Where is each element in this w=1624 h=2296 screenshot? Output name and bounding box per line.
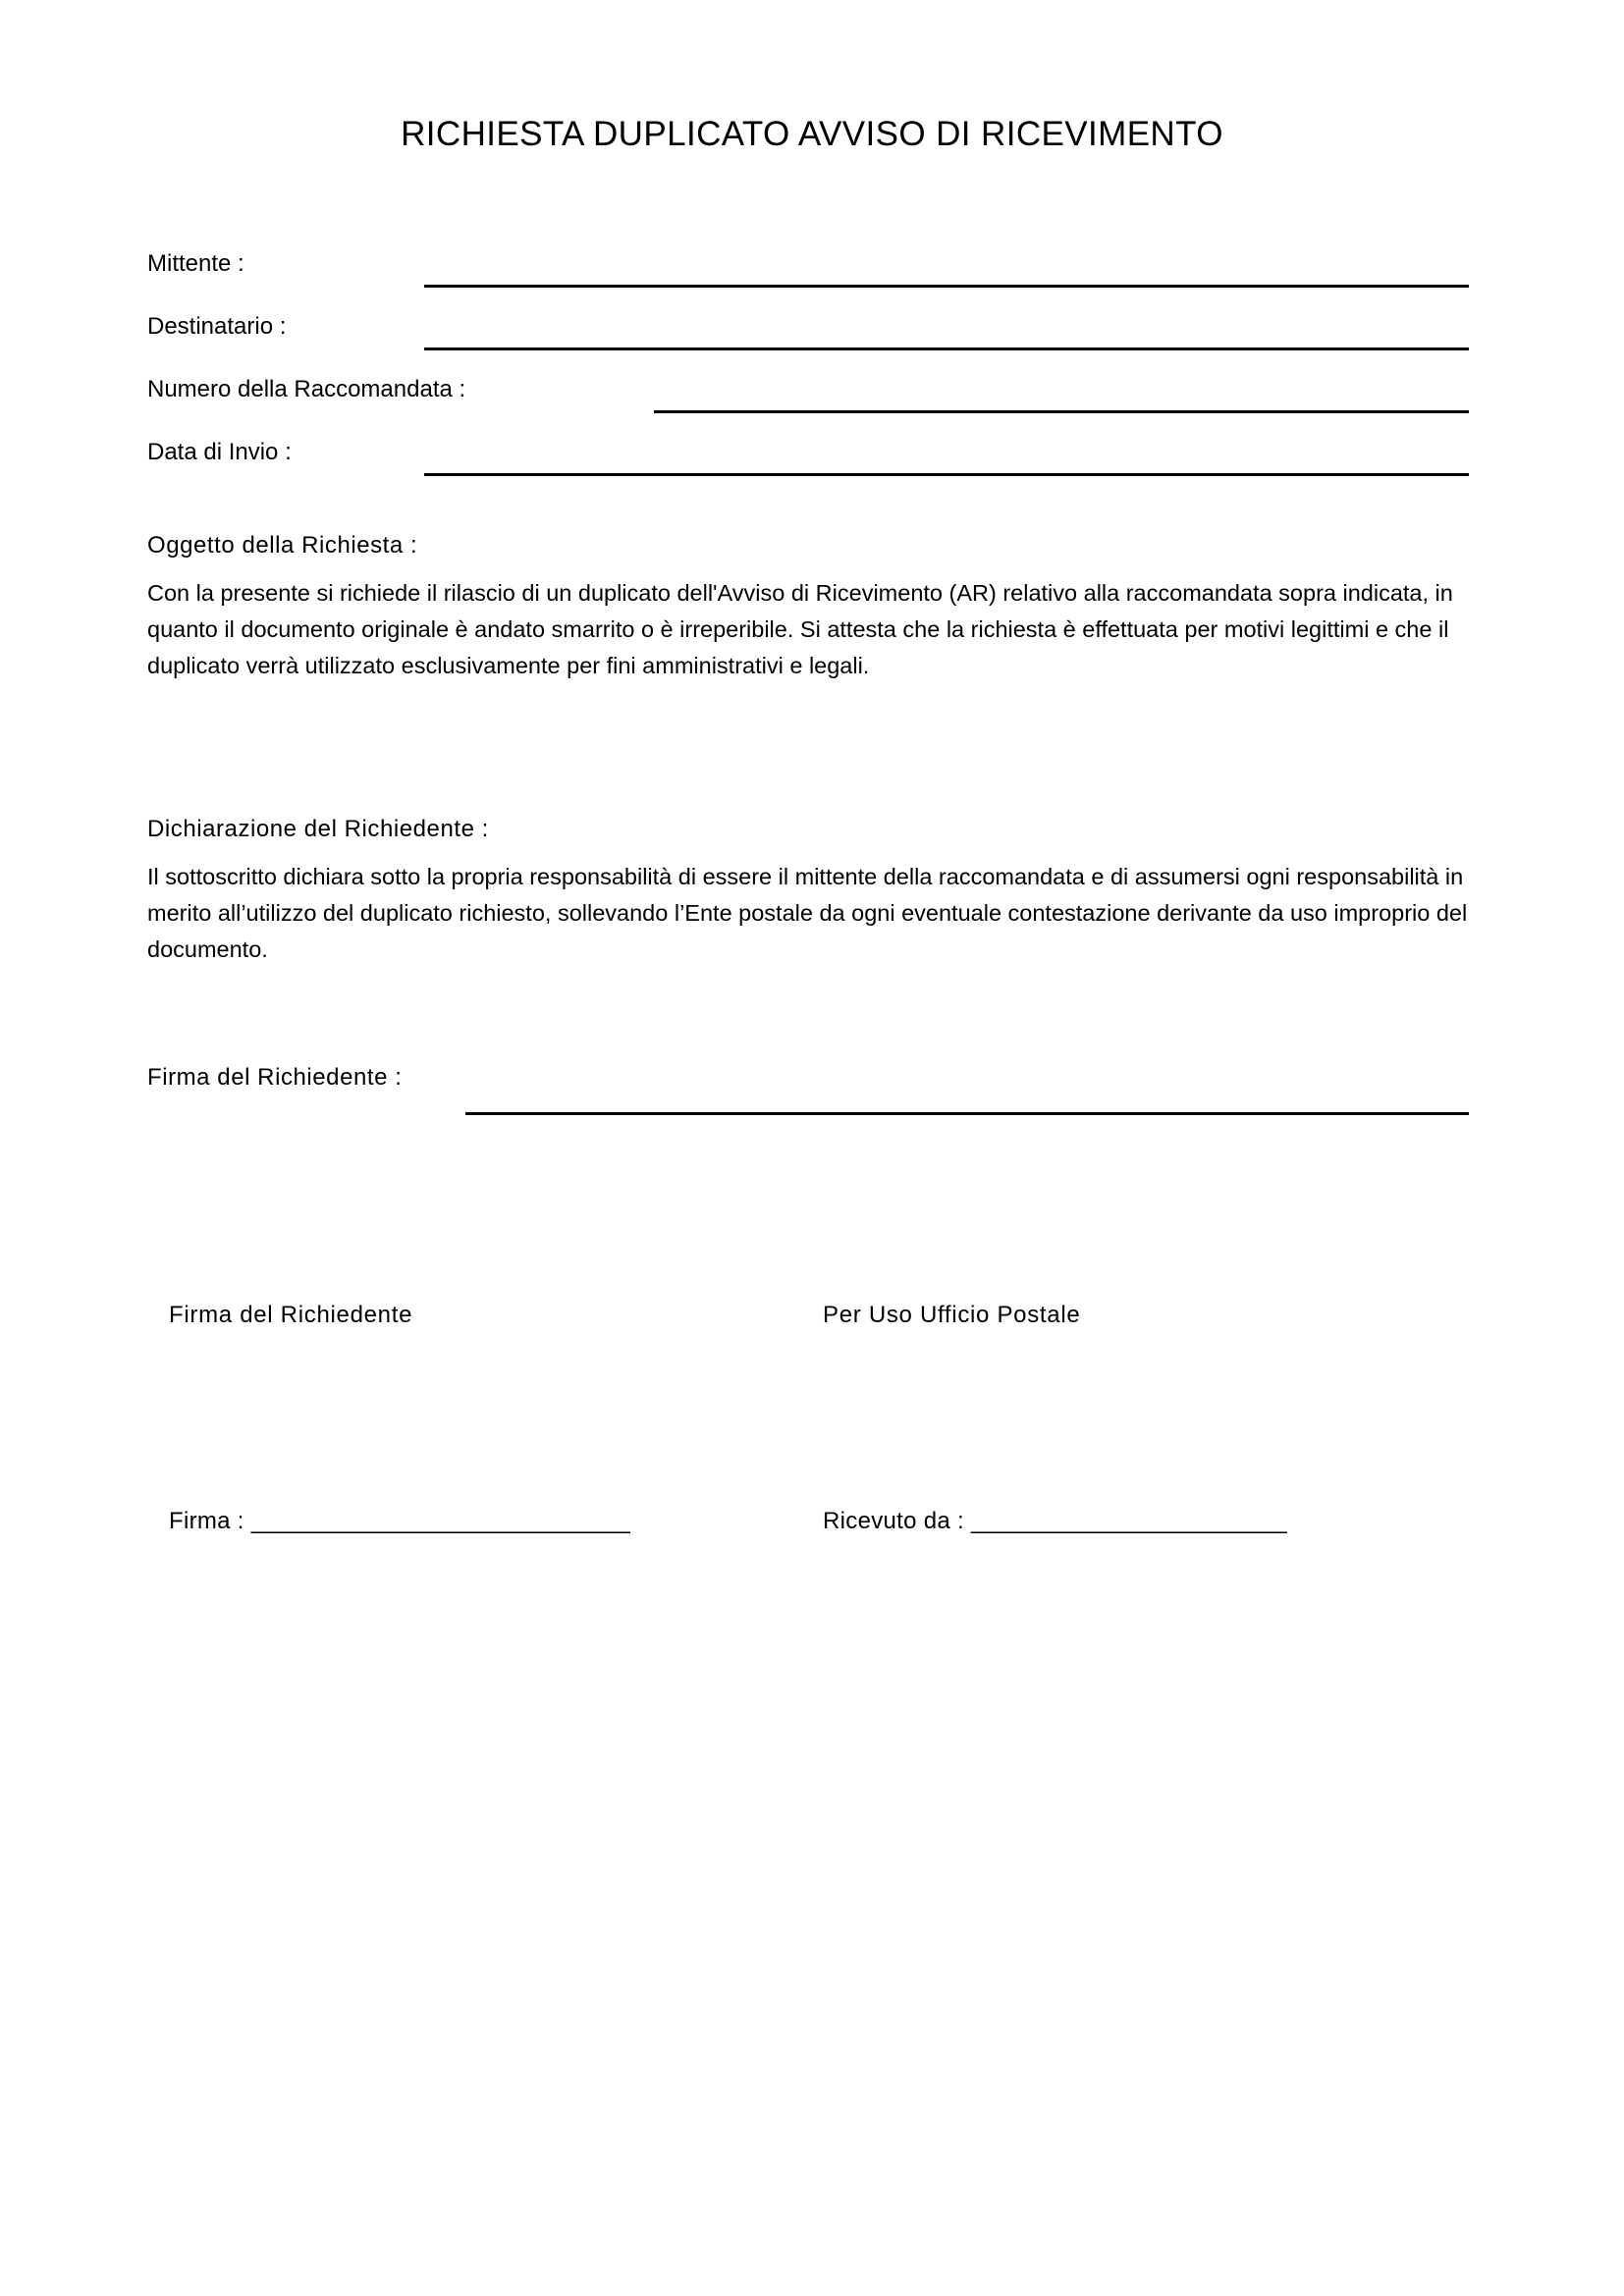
section-heading-dichiarazione: Dichiarazione del Richiedente : [147, 816, 489, 842]
footer-blank-ricevuto-da-fill[interactable]: _________________________ [970, 1508, 1287, 1534]
footer-heading-uso-ufficio-postale: Per Uso Ufficio Postale [823, 1302, 1081, 1328]
footer-blank-ricevuto-da[interactable] [823, 1507, 1286, 1536]
field-input-numero-raccomandata[interactable] [654, 410, 1469, 413]
field-input-data-invio[interactable] [424, 473, 1469, 476]
field-label-destinatario: Destinatario : [147, 313, 287, 340]
field-input-mittente[interactable] [424, 285, 1469, 288]
section-body-oggetto: Con la presente si richiede il rilascio di un duplicato dell'Avviso di Ricevimento (AR) relativo alla raccomandata sopra indicata, in quanto il documento originale è andato smarrito o è irreperibile. Si attesta che la richiesta è effettuata per motivi legittimi e che il duplicato verrà utilizzato esclusivamente per fini amministrativi e legali. [147, 580, 1453, 678]
footer-heading-firma-richiedente: Firma del Richiedente [169, 1302, 413, 1328]
field-input-destinatario[interactable] [424, 347, 1469, 350]
field-label-data-invio: Data di Invio : [147, 439, 292, 465]
signature-input[interactable] [465, 1112, 1469, 1115]
field-label-mittente: Mittente : [147, 250, 244, 277]
page-title: RICHIESTA DUPLICATO AVVISO DI RICEVIMENTO [401, 115, 1223, 153]
field-label-numero-raccomandata: Numero della Raccomandata : [147, 376, 466, 402]
footer-blank-ricevuto-da-label: Ricevuto da : [823, 1508, 971, 1534]
signature-label: Firma del Richiedente : [147, 1064, 403, 1091]
footer-blank-firma[interactable] [169, 1507, 629, 1536]
section-body-dichiarazione: Il sottoscritto dichiara sotto la propria responsabilità di essere il mittente della raccomandata e di assumersi ogni responsabilità in merito all’utilizzo del duplicato richiesto, sollevando l’Ente postale da ogni eventuale contestazione derivante da uso improprio del documento. [147, 864, 1468, 962]
section-heading-oggetto: Oggetto della Richiesta : [147, 532, 418, 559]
footer-blank-firma-fill[interactable]: ______________________________ [250, 1508, 630, 1534]
footer-blank-firma-label: Firma : [169, 1508, 251, 1534]
